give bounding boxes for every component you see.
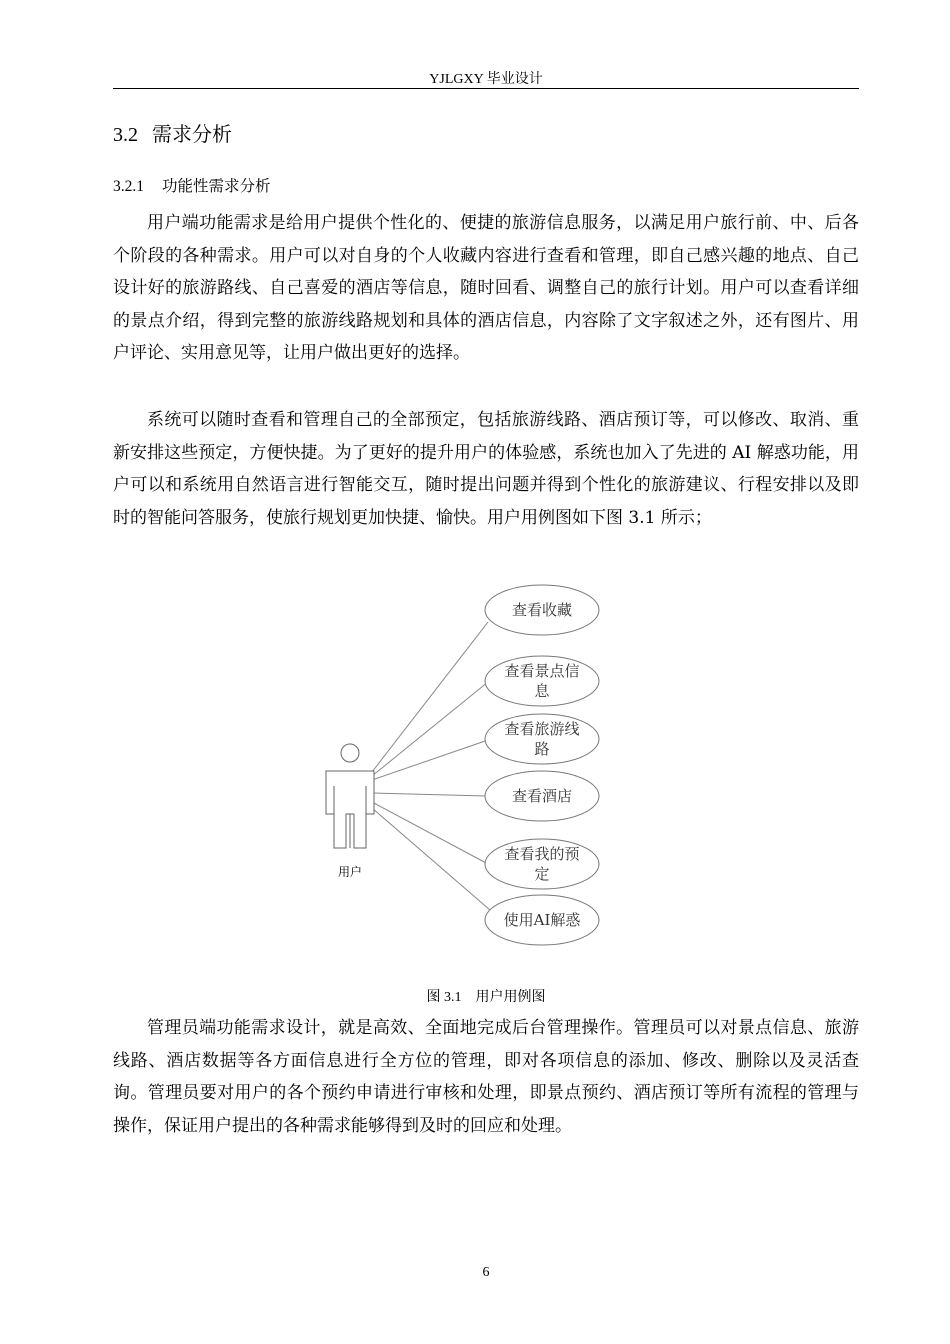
association-line bbox=[372, 740, 488, 780]
association-line bbox=[372, 793, 486, 796]
use-case-diagram bbox=[310, 580, 620, 960]
use-case-label: 息 bbox=[534, 682, 550, 700]
header-rule bbox=[113, 88, 859, 89]
page-number: 6 bbox=[482, 1265, 490, 1280]
figure-number: 图 3.1 bbox=[426, 990, 462, 1005]
figure-title: 用户用例图 bbox=[475, 989, 546, 1005]
subsection-heading bbox=[113, 174, 271, 196]
paragraph-bookings-ai: 系统可以随时查看和管理自己的全部预定，包括旅游线路、酒店预订等，可以修改、取消、重新安排这些预定，方便快捷。为了更好的提升用户的体验感，系统也加入了先进的 AI 解惑功能，用户可以和系统用自然语言进行智能交互，随时提出问题并得到个性化的旅游建议、行程安排以及即时的智能问答服务，使旅行规划更加快捷、愉快。用户用例图如下图 3.1 所示； bbox=[113, 410, 859, 528]
association-lines bbox=[372, 622, 490, 910]
subsection-number: 3.2.1 bbox=[113, 178, 144, 195]
association-line bbox=[372, 622, 488, 772]
use-case-label: 查看景点信 bbox=[504, 662, 580, 680]
subsection-title: 功能性需求分析 bbox=[162, 177, 271, 195]
section-heading bbox=[113, 118, 232, 147]
use-case-label: 查看我的预 bbox=[504, 845, 580, 863]
use-case-label: 定 bbox=[534, 865, 550, 883]
actor-label: 用户 bbox=[337, 865, 363, 879]
paragraph-admin-needs: 管理员端功能需求设计，就是高效、全面地完成后台管理操作。管理员可以对景点信息、旅游线路、酒店数据等各方面信息进行全方位的管理，即对各项信息的添加、修改、删除以及灵活查询。管理员要对用户的各个预约申请进行审核和处理，即景点预约、酒店预订等所有流程的管理与操作，保证用户提出的各种需求能够得到及时的回应和处理。 bbox=[113, 1018, 859, 1136]
association-line bbox=[372, 802, 488, 864]
section-number: 3.2 bbox=[113, 124, 138, 146]
use-case-label: 查看旅游线 bbox=[504, 720, 580, 738]
association-line bbox=[372, 682, 488, 776]
use-case-label: 路 bbox=[534, 740, 550, 758]
use-case-label: 查看收藏 bbox=[511, 601, 573, 619]
use-case-ellipses bbox=[485, 585, 599, 945]
use-case-label: 查看酒店 bbox=[511, 787, 573, 805]
page-header: YJLGXY 毕业设计 bbox=[429, 72, 543, 87]
figure-caption bbox=[113, 986, 859, 1006]
actor-head bbox=[341, 744, 359, 762]
use-case-label: 使用AI解惑 bbox=[503, 911, 581, 929]
section-title: 需求分析 bbox=[152, 122, 232, 146]
paragraph-user-needs: 用户端功能需求是给用户提供个性化的、便捷的旅游信息服务，以满足用户旅行前、中、后各个阶段的各种需求。用户可以对自身的个人收藏内容进行查看和管理，即自己感兴趣的地点、自己设计好的旅游路线、自己喜爱的酒店等信息，随时回看、调整自己的旅行计划。用户可以查看详细的景点介绍，得到完整的旅游线路规划和具体的酒店信息，内容除了文字叙述之外，还有图片、用户评论、实用意见等，让用户做出更好的选择。 bbox=[113, 213, 859, 363]
actor-figure bbox=[326, 744, 374, 848]
association-line bbox=[372, 808, 490, 910]
